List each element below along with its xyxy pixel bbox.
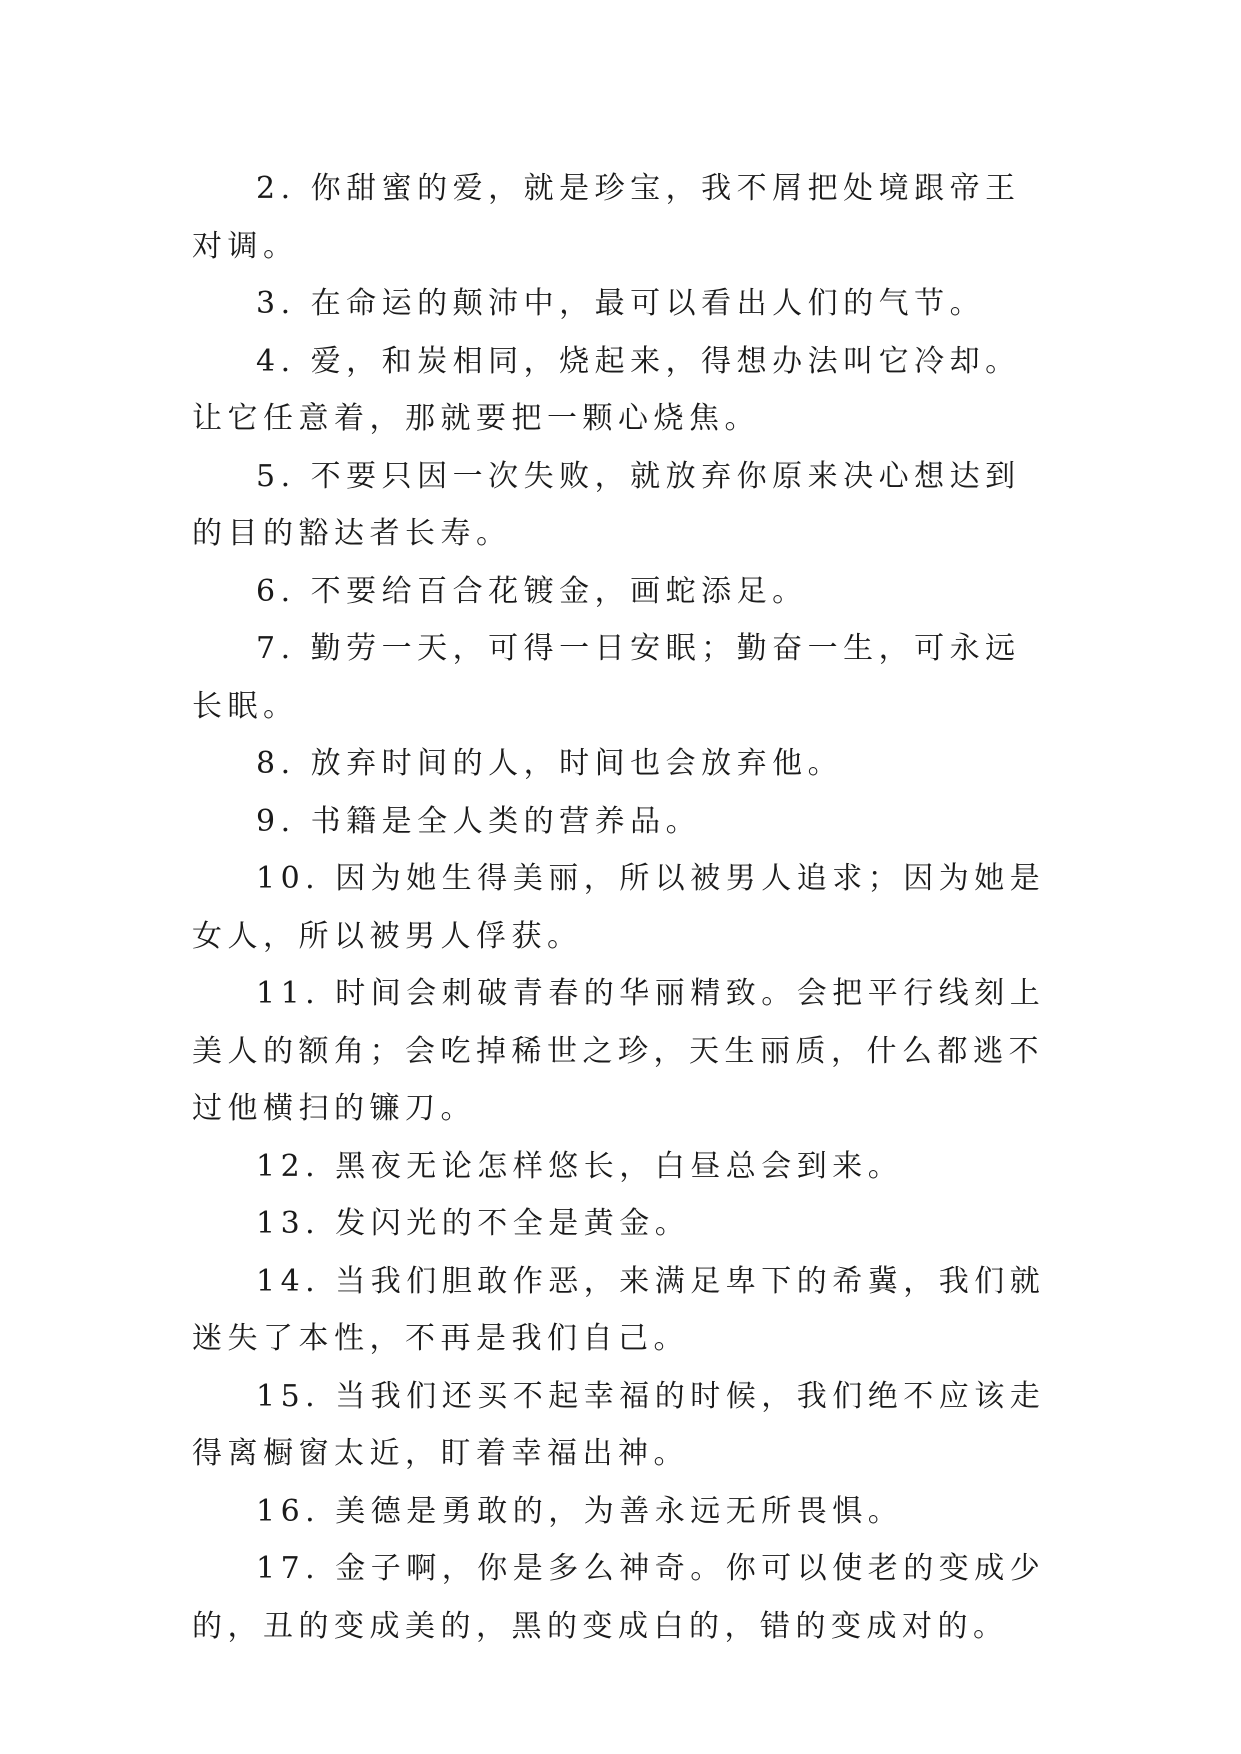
quote-paragraph-14: 14. 当我们胆敢作恶，来满足卑下的希冀，我们就迷失了本性，不再是我们自己。: [192, 1263, 1046, 1356]
document-body: [192, 160, 1052, 1655]
quote-paragraph-13: 13. 发闪光的不全是黄金。: [256, 1206, 691, 1241]
quote-paragraph-8: 8. 放弃时间的人，时间也会放弃他。: [256, 746, 844, 781]
quote-paragraph-11: 11. 时间会刺破青春的华丽精致。会把平行线刻上美人的额角；会吃掉稀世之珍，天生丽质，什么都逃不过他横扫的镰刀。: [192, 976, 1046, 1126]
quote-paragraph-4: 4. 爱，和炭相同，烧起来，得想办法叫它冷却。让它任意着，那就要把一颗心烧焦。: [192, 343, 1021, 436]
quote-paragraph-9: 9. 书籍是全人类的营养品。: [256, 803, 702, 839]
quote-paragraph-10: 10. 因为她生得美丽，所以被男人追求；因为她是女人，所以被男人俘获。: [192, 861, 1046, 954]
quote-paragraph-6: 6. 不要给百合花镀金，画蛇添足。: [256, 573, 808, 609]
quote-paragraph-16: 16. 美德是勇敢的，为善永远无所畏惧。: [256, 1493, 904, 1529]
quote-paragraph-7: 7. 勤劳一天，可得一日安眠；勤奋一生，可永远长眠。: [192, 631, 1021, 724]
quote-paragraph-15: 15. 当我们还买不起幸福的时候，我们绝不应该走得离橱窗太近，盯着幸福出神。: [192, 1378, 1046, 1471]
quote-paragraph-17: 17. 金子啊，你是多么神奇。你可以使老的变成少的，丑的变成美的，黑的变成白的，错的变成对的。: [192, 1551, 1046, 1644]
quote-paragraph-5: 5. 不要只因一次失败，就放弃你原来决心想达到的目的豁达者长寿。: [192, 458, 1021, 551]
quote-paragraph-12: 12. 黑夜无论怎样悠长，白昼总会到来。: [256, 1148, 904, 1184]
quote-paragraph-2: 2. 你甜蜜的爱，就是珍宝，我不屑把处境跟帝王对调。: [192, 171, 1021, 264]
quote-paragraph-3: 3. 在命运的颠沛中，最可以看出人们的气节。: [256, 286, 986, 321]
